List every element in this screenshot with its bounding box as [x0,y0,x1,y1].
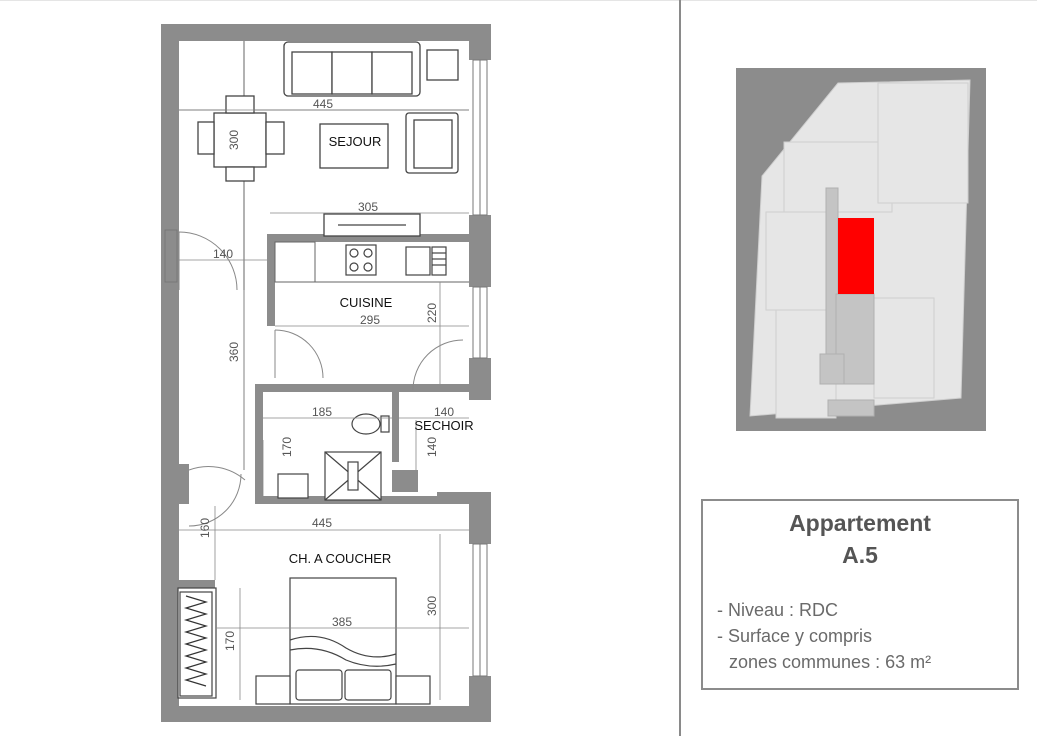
dim-445-top: 445 [312,97,334,111]
dim-170-bath: 170 [280,436,294,458]
vertical-divider [679,0,681,736]
dim-140-sechoir-width: 140 [433,405,455,419]
dim-305: 305 [357,200,379,214]
dim-185: 185 [311,405,333,419]
dim-220: 220 [425,302,439,324]
apartment-highlight [838,218,874,294]
info-zones: zones communes : 63 m² [729,652,932,672]
kitchen-equipment [346,245,446,275]
bathroom-fixtures [278,414,389,500]
key-plan [736,68,986,431]
room-label-sejour: SEJOUR [328,134,382,149]
bedroom-furniture [178,578,430,704]
room-label-sechoir: SECHOIR [414,418,474,433]
dim-140-hall: 140 [212,247,234,261]
dim-140-sechoir-height: 140 [425,436,439,458]
room-label-chambre: CH. A COUCHER [288,551,392,566]
info-title-line1: Appartement [789,510,931,536]
apartment-info-box [701,499,1019,690]
dim-170-bed: 170 [223,630,237,652]
sejour-furniture [320,113,458,236]
door-swings [179,232,463,526]
info-surface: - Surface y compris [717,626,873,646]
dim-295: 295 [359,313,381,327]
room-label-cuisine: CUISINE [339,295,393,310]
dim-445-bottom: 445 [311,516,333,530]
info-title-line2: A.5 [842,542,878,568]
info-niveau: - Niveau : RDC [717,600,839,620]
sofa [284,42,458,96]
dim-360: 360 [227,341,241,363]
dim-385: 385 [331,615,353,629]
dim-300-chambre: 300 [425,595,439,617]
dining-table [198,96,284,181]
dim-300-sejour: 300 [227,129,241,151]
dim-160: 160 [198,517,212,539]
